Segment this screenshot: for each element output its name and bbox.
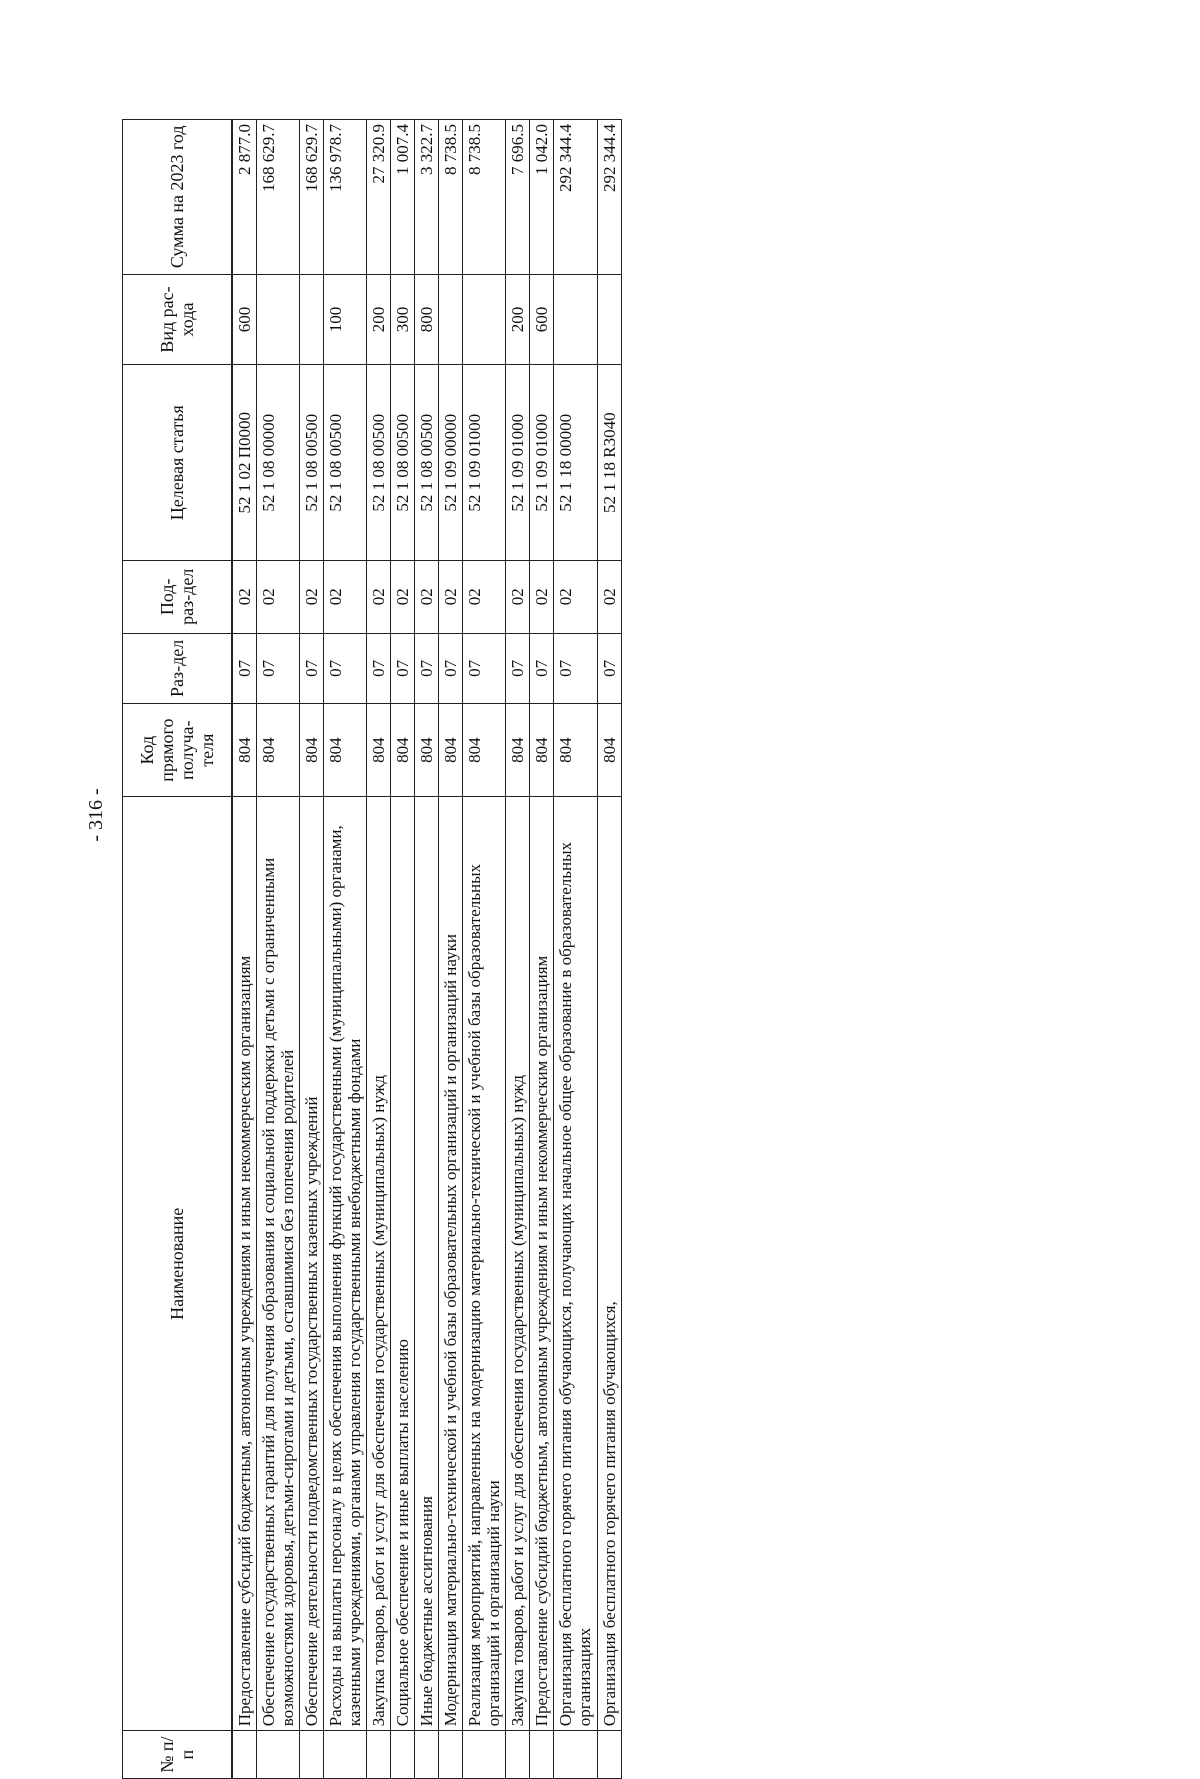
cell-target-article: 52 1 08 00500 <box>391 365 415 560</box>
cell-subsection: 02 <box>367 560 391 633</box>
table-row <box>530 120 554 1779</box>
cell-subsection: 02 <box>257 560 300 633</box>
table-header-row <box>123 120 233 1779</box>
header-expense-type: Вид рас-хода <box>123 274 233 365</box>
cell-expense-type: 600 <box>530 274 554 365</box>
cell-section: 07 <box>391 633 415 703</box>
table-row <box>257 120 300 1779</box>
page-number: - 316 - <box>84 788 107 842</box>
table-row <box>367 120 391 1779</box>
cell-expense-type: 300 <box>391 274 415 365</box>
cell-no <box>415 1731 439 1779</box>
budget-table <box>122 119 622 1779</box>
cell-no <box>530 1731 554 1779</box>
cell-no <box>439 1731 463 1779</box>
header-recipient-code: Код прямого получа-теля <box>123 704 233 797</box>
table-row <box>415 120 439 1779</box>
cell-name: Реализация мероприятий, направленных на модернизацию материально-технической и учебной базы образовательных организаций и организаций науки <box>463 797 506 1731</box>
cell-target-article: 52 1 08 00500 <box>324 365 367 560</box>
cell-target-article: 52 1 09 01000 <box>463 365 506 560</box>
cell-no <box>463 1731 506 1779</box>
cell-expense-type <box>554 274 597 365</box>
cell-target-article: 52 1 09 01000 <box>530 365 554 560</box>
cell-target-article: 52 1 08 00500 <box>300 365 324 560</box>
table-row <box>324 120 367 1779</box>
cell-name: Организация бесплатного горячего питания обучающихся, <box>597 797 621 1731</box>
cell-recipient-code: 804 <box>415 704 439 797</box>
cell-section: 07 <box>257 633 300 703</box>
cell-expense-type <box>597 274 621 365</box>
cell-no <box>506 1731 530 1779</box>
cell-subsection: 02 <box>597 560 621 633</box>
cell-recipient-code: 804 <box>463 704 506 797</box>
cell-expense-type <box>257 274 300 365</box>
cell-section: 07 <box>506 633 530 703</box>
table-row <box>554 120 597 1779</box>
cell-no <box>300 1731 324 1779</box>
cell-no <box>324 1731 367 1779</box>
cell-no <box>257 1731 300 1779</box>
table-row <box>391 120 415 1779</box>
cell-target-article: 52 1 08 00500 <box>367 365 391 560</box>
cell-sum: 136 978.7 <box>324 120 367 275</box>
cell-section: 07 <box>324 633 367 703</box>
cell-expense-type <box>463 274 506 365</box>
cell-sum: 292 344.4 <box>554 120 597 275</box>
cell-subsection: 02 <box>506 560 530 633</box>
cell-subsection: 02 <box>463 560 506 633</box>
cell-name: Обеспечение деятельности подведомственных государственных казенных учреждений <box>300 797 324 1731</box>
cell-recipient-code: 804 <box>232 704 257 797</box>
cell-target-article: 52 1 18 R3040 <box>597 365 621 560</box>
cell-expense-type <box>439 274 463 365</box>
cell-name: Расходы на выплаты персоналу в целях обеспечения выполнения функций государственными (муниципальными) органами, казенными учреждениями, органами управления государственными внебюджетными фондами <box>324 797 367 1731</box>
table-row <box>439 120 463 1779</box>
header-target-article: Целевая статья <box>123 365 233 560</box>
header-section: Раз-дел <box>123 633 233 703</box>
table-row <box>232 120 257 1779</box>
cell-section: 07 <box>463 633 506 703</box>
cell-sum: 8 738.5 <box>439 120 463 275</box>
cell-subsection: 02 <box>391 560 415 633</box>
cell-target-article: 52 1 02 П0000 <box>232 365 257 560</box>
cell-recipient-code: 804 <box>257 704 300 797</box>
cell-name: Закупка товаров, работ и услуг для обеспечения государственных (муниципальных) нужд <box>367 797 391 1731</box>
cell-recipient-code: 804 <box>300 704 324 797</box>
cell-section: 07 <box>439 633 463 703</box>
cell-recipient-code: 804 <box>506 704 530 797</box>
cell-no <box>232 1731 257 1779</box>
cell-sum: 2 877.0 <box>232 120 257 275</box>
cell-sum: 168 629.7 <box>257 120 300 275</box>
cell-no <box>597 1731 621 1779</box>
cell-name: Обеспечение государственных гарантий для получения образования и социальной поддержки детьми с ограниченными возможностями здоровья, детьми-сиротами и детьми, оставшимися без попечения родителей <box>257 797 300 1731</box>
budget-document <box>122 119 960 1779</box>
cell-subsection: 02 <box>232 560 257 633</box>
cell-no <box>391 1731 415 1779</box>
header-name: Наименование <box>123 797 233 1731</box>
cell-sum: 8 738.5 <box>463 120 506 275</box>
cell-name: Организация бесплатного горячего питания обучающихся, получающих начальное общее образование в образовательных организациях <box>554 797 597 1731</box>
cell-target-article: 52 1 18 00000 <box>554 365 597 560</box>
cell-subsection: 02 <box>415 560 439 633</box>
table-row <box>300 120 324 1779</box>
cell-name: Предоставление субсидий бюджетным, автономным учреждениям и иным некоммерческим организациям <box>232 797 257 1731</box>
cell-recipient-code: 804 <box>597 704 621 797</box>
cell-target-article: 52 1 08 00500 <box>415 365 439 560</box>
cell-sum: 7 696.5 <box>506 120 530 275</box>
table-row <box>597 120 621 1779</box>
header-no: № п/п <box>123 1731 233 1779</box>
cell-subsection: 02 <box>300 560 324 633</box>
cell-target-article: 52 1 09 01000 <box>506 365 530 560</box>
cell-recipient-code: 804 <box>324 704 367 797</box>
cell-recipient-code: 804 <box>439 704 463 797</box>
header-subsection: Под-раз-дел <box>123 560 233 633</box>
cell-recipient-code: 804 <box>367 704 391 797</box>
cell-sum: 27 320.9 <box>367 120 391 275</box>
cell-name: Модернизация материально-технической и учебной базы образовательных организаций и организаций науки <box>439 797 463 1731</box>
cell-no <box>554 1731 597 1779</box>
cell-subsection: 02 <box>554 560 597 633</box>
cell-section: 07 <box>530 633 554 703</box>
header-sum-2023: Сумма на 2023 год <box>123 120 233 275</box>
cell-target-article: 52 1 09 00000 <box>439 365 463 560</box>
cell-target-article: 52 1 08 00000 <box>257 365 300 560</box>
cell-sum: 3 322.7 <box>415 120 439 275</box>
cell-expense-type: 600 <box>232 274 257 365</box>
cell-section: 07 <box>367 633 391 703</box>
table-row <box>463 120 506 1779</box>
cell-section: 07 <box>300 633 324 703</box>
cell-expense-type: 100 <box>324 274 367 365</box>
cell-no <box>367 1731 391 1779</box>
cell-expense-type: 200 <box>506 274 530 365</box>
cell-sum: 1 042.0 <box>530 120 554 275</box>
table-body <box>232 120 621 1779</box>
cell-name: Закупка товаров, работ и услуг для обеспечения государственных (муниципальных) нужд <box>506 797 530 1731</box>
cell-section: 07 <box>554 633 597 703</box>
cell-section: 07 <box>232 633 257 703</box>
cell-subsection: 02 <box>324 560 367 633</box>
cell-sum: 168 629.7 <box>300 120 324 275</box>
cell-expense-type: 200 <box>367 274 391 365</box>
cell-expense-type: 800 <box>415 274 439 365</box>
cell-recipient-code: 804 <box>391 704 415 797</box>
cell-sum: 292 344.4 <box>597 120 621 275</box>
cell-expense-type <box>300 274 324 365</box>
cell-subsection: 02 <box>530 560 554 633</box>
cell-sum: 1 007.4 <box>391 120 415 275</box>
cell-subsection: 02 <box>439 560 463 633</box>
cell-recipient-code: 804 <box>554 704 597 797</box>
cell-name: Иные бюджетные ассигнования <box>415 797 439 1731</box>
cell-name: Предоставление субсидий бюджетным, автономным учреждениям и иным некоммерческим организациям <box>530 797 554 1731</box>
cell-name: Социальное обеспечение и иные выплаты населению <box>391 797 415 1731</box>
cell-recipient-code: 804 <box>530 704 554 797</box>
cell-section: 07 <box>597 633 621 703</box>
table-row <box>506 120 530 1779</box>
cell-section: 07 <box>415 633 439 703</box>
